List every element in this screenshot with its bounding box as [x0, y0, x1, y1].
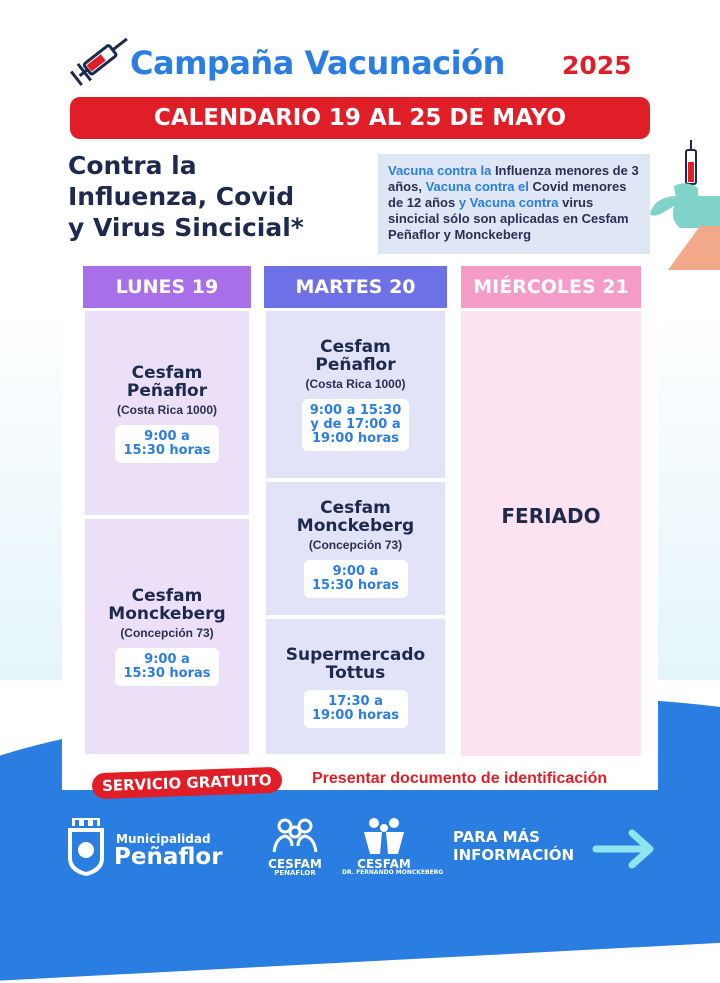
- hours-box: [304, 560, 408, 598]
- syringe-icon: [66, 28, 138, 90]
- schedule-cell-martes-tottus: [264, 617, 447, 756]
- cesfam-monckeberg-name: CESFAM: [357, 857, 411, 871]
- hours-line: 9:00 a: [144, 652, 190, 667]
- location-name-line: Supermercado: [285, 644, 426, 665]
- hours-box: [302, 399, 410, 451]
- vaccine-note: [378, 154, 650, 254]
- location-address: (Costa Rica 1000): [116, 402, 218, 417]
- location-name: [297, 499, 414, 535]
- cesfam-monckeberg-logo-icon: [362, 816, 406, 856]
- page-title: Campaña Vacunación: [130, 44, 505, 82]
- location-name-line: Tottus: [325, 662, 386, 683]
- municipalidad-crest-icon: [66, 818, 106, 878]
- location-name-line: Cesfam: [320, 498, 391, 518]
- location-name-line: Peñaflor: [126, 380, 208, 401]
- more-info-text[interactable]: [453, 828, 574, 864]
- location-address: (Costa Rica 1000): [305, 377, 406, 391]
- gloved-hand-icon: [614, 140, 720, 270]
- day-header-lunes: LUNES 19: [83, 266, 251, 308]
- location-name-line: Cesfam: [131, 362, 203, 383]
- municipalidad-name: Peñaflor: [114, 844, 223, 870]
- vaccine-headline: [68, 150, 368, 243]
- location-address: (Concepción 73): [120, 626, 214, 640]
- day-header-martes: MARTES 20: [264, 266, 447, 308]
- hours-line: 9:00 a: [332, 564, 379, 579]
- schedule-cell-lunes-penaflor: [83, 309, 251, 517]
- free-service-badge: SERVICIO GRATUITO: [92, 767, 282, 800]
- hours-line: 15:30 horas: [123, 666, 211, 681]
- cesfam-penaflor-sub: PEÑAFLOR: [274, 869, 316, 877]
- hours-line: y de 17:00 a: [310, 417, 401, 432]
- location-name: [127, 364, 207, 400]
- location-name-line: Monckeberg: [296, 516, 415, 536]
- hours-line: 17:30 a: [328, 693, 383, 709]
- title-year: 2025: [562, 51, 632, 80]
- hours-box: [115, 648, 219, 686]
- note-part: virus sincicial sólo son aplicadas en Cesfam Peñaflor y Monckeberg: [388, 195, 629, 242]
- cesfam-penaflor-name: CESFAM: [268, 857, 322, 871]
- calendar-banner: CALENDARIO 19 AL 25 DE MAYO: [70, 97, 650, 139]
- municipalidad-label: Municipalidad: [116, 832, 211, 846]
- hours-box: [115, 425, 219, 463]
- cesfam-monckeberg-sub: DR. FERNANDO MONCKEBERG: [342, 869, 444, 876]
- more-info-line: INFORMACIÓN: [453, 846, 575, 864]
- hours-line: 15:30 horas: [123, 442, 211, 458]
- location-name: [315, 338, 395, 374]
- hours-line: 19:00 horas: [311, 431, 399, 446]
- location-name-line: Peñaflor: [315, 355, 396, 375]
- headline-line: y Virus Sincicial*: [68, 213, 304, 242]
- note-part: Vacuna contra el: [425, 179, 533, 194]
- note-part: Covid menores de 12 años: [388, 179, 627, 210]
- location-address: (Concepción 73): [308, 538, 403, 552]
- note-part: Influenza menores de 3 años,: [388, 163, 639, 194]
- location-name-line: Cesfam: [131, 586, 203, 606]
- arrow-right-icon[interactable]: [592, 828, 656, 870]
- hours-box: [304, 690, 408, 728]
- day-header-miercoles: MIÉRCOLES 21: [461, 266, 641, 308]
- hours-line: 9:00 a 15:30: [309, 403, 402, 418]
- more-info-line: PARA MÁS: [453, 828, 540, 846]
- holiday-label: FERIADO: [501, 504, 601, 528]
- schedule-cell-miercoles: [461, 311, 641, 756]
- cesfam-penaflor-logo-icon: [270, 816, 320, 856]
- location-name-line: Cesfam: [320, 337, 391, 357]
- headline-line: Contra la: [68, 151, 197, 180]
- hours-line: 9:00 a: [144, 428, 190, 444]
- location-name-line: Monckeberg: [108, 604, 226, 624]
- id-requirement-text: Presentar documento de identificación: [312, 770, 608, 787]
- note-part: y Vacuna contra: [458, 195, 563, 210]
- note-part: Vacuna contra la: [388, 163, 495, 178]
- schedule-cell-lunes-monckeberg: [83, 517, 251, 756]
- location-name: [286, 646, 425, 682]
- hours-line: 15:30 horas: [311, 578, 399, 593]
- schedule-cell-martes-monckeberg: [264, 480, 447, 617]
- schedule-cell-martes-penaflor: [264, 309, 447, 480]
- hours-line: 19:00 horas: [311, 707, 399, 723]
- location-name: [108, 587, 225, 623]
- headline-line: Influenza, Covid: [68, 182, 295, 211]
